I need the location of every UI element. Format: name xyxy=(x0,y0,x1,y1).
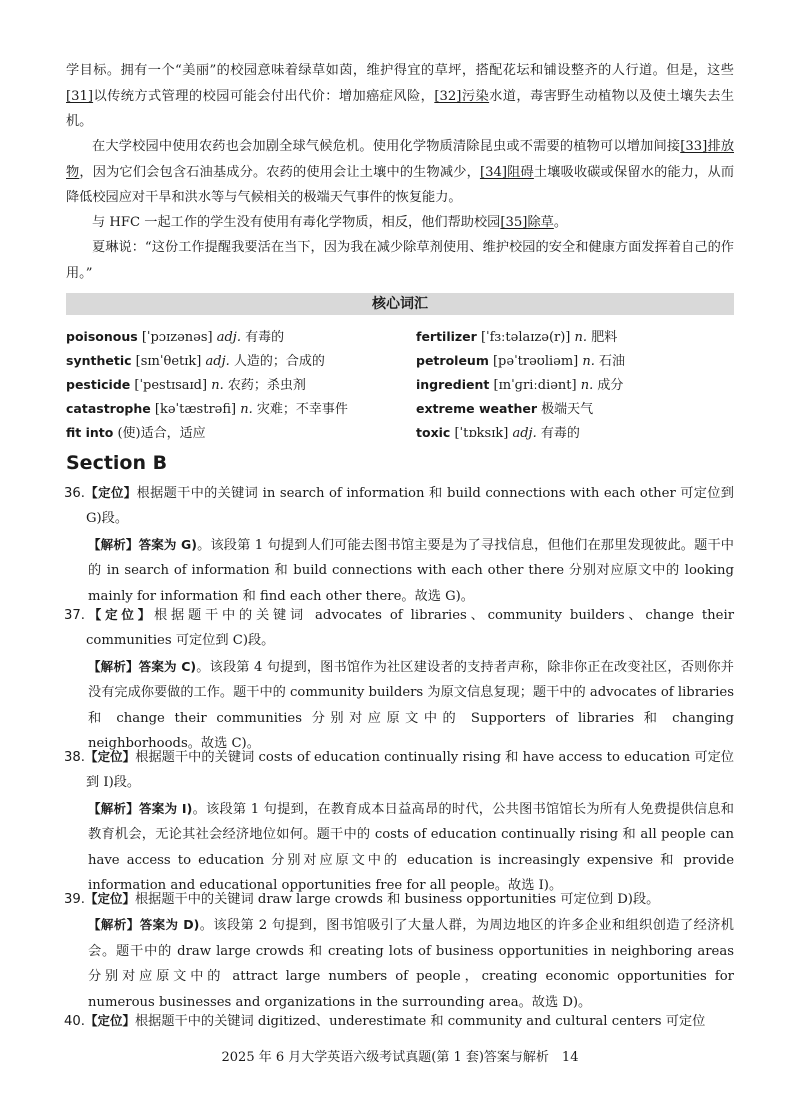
vocab-meaning: 农药；杀虫剂 xyxy=(227,378,306,393)
answer-label: 答案为 I) xyxy=(139,800,193,816)
locate-line xyxy=(64,886,734,912)
vocab-ipa: [kəˈtæstrəfi] xyxy=(154,402,237,417)
locate-text: 根据题干中的关键词 in search of information 和 build connections with each other 可定位到 G)段。 xyxy=(86,486,734,527)
vocab-pos: adj. xyxy=(216,330,241,345)
text-run: 土壤吸收碳或保留水的能力，从而降低校园应对干旱和洪水等与气候相关的极端天气事件的恢复能力。 xyxy=(66,164,735,205)
text-run: 与 HFC 一起工作的学生没有使用有毒化学物质，相反，他们帮助校园 xyxy=(92,215,501,230)
text-run: ，因为它们会包含石油基成分。农药的使用会让土壤中的生物减少， xyxy=(79,164,480,180)
vocab-word: ingredient xyxy=(416,377,490,392)
vocab-ipa: [ˈpestɪsaɪd] xyxy=(134,378,208,393)
answer-label: 答案为 D) xyxy=(139,917,200,933)
vocab-ipa: [pəˈtrəʊliəm] xyxy=(492,354,579,369)
vocab-pos: n. xyxy=(580,378,594,393)
vocab-ipa: [ˈtɒksɪk] xyxy=(454,426,509,441)
vocab-ipa: [ˈpɔɪzənəs] xyxy=(141,330,213,345)
blank-35-answer: 除草 xyxy=(527,215,554,230)
analysis-block xyxy=(64,532,734,609)
item-number: 37. xyxy=(64,608,85,623)
item-number: 39. xyxy=(64,892,85,907)
answer-item-40 xyxy=(64,1008,734,1034)
vocab-item xyxy=(416,351,625,372)
paragraph-pesticides xyxy=(66,134,734,211)
vocab-meaning: 肥料 xyxy=(591,330,618,345)
answer-label: 答案为 G) xyxy=(138,536,197,552)
vocab-ipa: [sɪnˈθetɪk] xyxy=(135,354,202,369)
vocab-item xyxy=(416,423,580,444)
vocab-word: catastrophe xyxy=(66,401,151,416)
analysis-tag: 【解析】 xyxy=(88,658,139,674)
analysis-block xyxy=(64,654,734,757)
item-number: 40. xyxy=(64,1014,85,1029)
locate-text: 根据题干中的关键词 digitized、underestimate 和 community and cultural centers 可定位 xyxy=(135,1014,706,1029)
locate-line xyxy=(64,480,734,532)
vocab-meaning: 有毒的 xyxy=(245,330,285,345)
vocab-ipa: [ˈfɜːtəlaɪzə(r)] xyxy=(480,330,571,345)
vocab-meaning: 灾难；不幸事件 xyxy=(256,402,348,417)
vocab-pos: n. xyxy=(211,378,224,393)
vocab-meaning: 极端天气 xyxy=(541,402,594,417)
vocab-pos: adj. xyxy=(512,426,537,441)
vocab-pos: n. xyxy=(574,330,588,345)
locate-tag: 【定位】 xyxy=(84,891,135,906)
analysis-block xyxy=(64,796,734,899)
vocab-item xyxy=(416,327,617,348)
vocab-word: poisonous xyxy=(66,329,138,344)
vocab-meaning: 人造的；合成的 xyxy=(233,354,325,369)
answer-item-36 xyxy=(64,480,734,609)
answer-item-37 xyxy=(64,602,734,756)
blank-35: [35] xyxy=(500,215,528,230)
analysis-tag: 【解析】 xyxy=(88,536,139,552)
blank-34: [34] xyxy=(479,164,508,180)
answer-item-39 xyxy=(64,886,734,1015)
locate-text: 根据题干中的关键词 draw large crowds 和 business opportunities 可定位到 D)段。 xyxy=(135,892,660,907)
text-run: 。 xyxy=(553,215,568,230)
vocab-item xyxy=(66,327,284,348)
analysis-block xyxy=(64,912,734,1015)
page-footer: 2025 年 6 月大学英语六级考试真题(第 1 套)答案与解析 14 xyxy=(221,1050,579,1065)
vocab-item xyxy=(416,375,623,396)
vocab-pos: adj. xyxy=(205,354,230,369)
vocab-meaning: 石油 xyxy=(599,354,626,369)
blank-33: [33] xyxy=(680,139,708,154)
analysis-text: 。该段第 1 句提到人们可能去图书馆主要是为了寻找信息，但他们在那里发现彼此。题干中的 in search of information 和 build connections with each other there 分别对应原文中的 looking mainly for information 和 find each other there。故选 G)。 xyxy=(88,537,734,604)
blank-32: [32] xyxy=(434,88,462,104)
locate-tag: 【定位】 xyxy=(84,485,137,500)
answer-item-38 xyxy=(64,744,734,898)
blank-31: [31] xyxy=(66,88,94,104)
blank-34-answer: 阻碍 xyxy=(507,164,534,180)
text-run: 以传统方式管理的校园可能会付出代价：增加癌症风险， xyxy=(93,88,435,104)
analysis-text: 。该段第 1 句提到，在教育成本日益高昂的时代，公共图书馆馆长为所有人免费提供信息和教育机会，无论其社会经济地位如何。题干中的 costs of education continually rising 和 all people can have access to education 分别对应原文中的 education is increasingly expensive 和 provide information and educational opportunities free for all people。故选 I)。 xyxy=(88,801,734,894)
locate-line xyxy=(64,1008,734,1034)
item-number: 38. xyxy=(64,750,85,765)
analysis-text: 。该段第 4 句提到，图书馆作为社区建设者的支持者声称，除非你正在改变社区，否则你并没有完成你要做的工作。题干中的 community builders 为原文信息复现；题干中的 advocates of libraries 和 change their communities 分别对应原文中的 Supporters of libraries 和 changing neighborhoods。故选 C)。 xyxy=(88,659,734,752)
vocab-meaning: 成分 xyxy=(597,378,624,393)
paragraph-hfc-students xyxy=(66,210,734,236)
vocab-item xyxy=(66,399,348,420)
locate-text: 根据题干中的关键词 costs of education continually rising 和 have access to education 可定位到 I)段。 xyxy=(86,750,734,791)
vocab-pos: n. xyxy=(240,402,253,417)
text-run: 在大学校园中使用农药也会加剧全球气候危机。使用化学物质清除昆虫或不需要的植物可以增加间接 xyxy=(92,139,681,154)
text-run: 水道，毒害野生动植物以及使土壤失去生机。 xyxy=(66,88,735,129)
paragraph-campus-lawn xyxy=(66,58,734,135)
vocab-item xyxy=(416,399,593,420)
locate-tag: 【定位】 xyxy=(84,607,155,622)
vocab-ipa: [ɪnˈɡriːdiənt] xyxy=(493,378,577,393)
text-run: 学目标。拥有一个“美丽”的校园意味着绿草如茵，维护得宜的草坪，搭配花坛和铺设整齐的人行道。但是，这些 xyxy=(66,63,734,78)
vocab-word: extreme weather xyxy=(416,401,537,416)
blank-33-answer: 排放物 xyxy=(66,139,735,180)
locate-tag: 【定位】 xyxy=(84,1013,135,1028)
vocab-item xyxy=(66,423,206,444)
vocab-item xyxy=(66,351,325,372)
vocab-meaning: 有毒的 xyxy=(540,426,580,441)
analysis-text: 。该段第 2 句提到，图书馆吸引了大量人群，为周边地区的许多企业和组织创造了经济机会。题干中的 draw large crowds 和 creating lots of business opportunities in neighboring areas 分别对应原文中的 attract large numbers of people，creating economic opportunities for numerous businesses and organizations in the surrounding area。故选 D)。 xyxy=(88,918,734,1010)
text-run: 夏琳说：“这份工作提醒我要活在当下，因为我在减少除草剂使用、维护校园的安全和健康方面发挥着自己的作用。” xyxy=(66,240,734,281)
answer-label: 答案为 C) xyxy=(138,658,197,674)
vocab-word: toxic xyxy=(416,425,451,440)
locate-text: 根据题干中的关键词 advocates of libraries、community builders、change their communities 可定位到 C)段。 xyxy=(86,608,734,649)
locate-line xyxy=(64,744,734,796)
vocab-word: fertilizer xyxy=(416,329,477,344)
vocab-word: pesticide xyxy=(66,377,131,392)
item-number: 36. xyxy=(64,486,85,501)
vocab-item xyxy=(66,375,306,396)
vocab-pos: n. xyxy=(582,354,595,369)
section-heading: Section B xyxy=(66,452,168,474)
vocab-meaning: (使)适合，适应 xyxy=(117,426,206,441)
vocab-word: synthetic xyxy=(66,353,132,368)
analysis-tag: 【解析】 xyxy=(88,800,140,816)
locate-line xyxy=(64,602,734,654)
blank-32-answer: 污染 xyxy=(461,88,490,104)
core-vocabulary-banner: 核心词汇 xyxy=(66,293,734,315)
vocab-word: petroleum xyxy=(416,353,489,368)
analysis-tag: 【解析】 xyxy=(88,917,140,933)
locate-tag: 【定位】 xyxy=(84,749,136,764)
paragraph-quote xyxy=(66,235,734,286)
vocab-word: fit into xyxy=(66,425,114,440)
